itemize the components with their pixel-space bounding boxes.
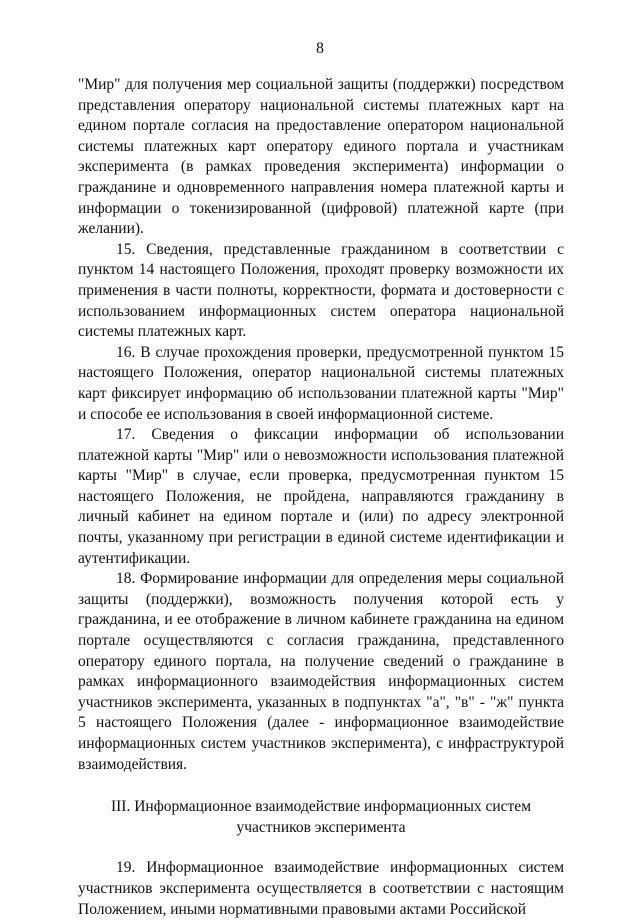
paragraph-18: 18. Формирование информации для определения меры социальной защиты (поддержки), возможность получения которой есть у гражданина, и ее отображение в личном кабинете гражданина на едином портале осуществляются с согласия гражданина, представленного оператору единого портала, на получение сведений о гражданине в рамках информационного взаимодействия информационных систем участников эксперимента, указанных в подпунктах "а", "в" - "ж" пункта 5 настоящего Положения (далее - информационное взаимодействие информационных систем участников эксперимента), с инфраструктурой взаимодействия. — [78, 570, 564, 773]
paragraph-17: 17. Сведения о фиксации информации об использовании платежной карты "Мир" или о невозможности использования платежной карты "Мир" в случае, если проверка, предусмотренная пунктом 15 настоящего Положения, не пройдена, направляются гражданину в личный кабинет на едином портале и (или) по адресу электронной почты, указанному при регистрации в единой системе идентификации и аутентификации. — [78, 426, 564, 567]
section-heading-line-1: III. Информационное взаимодействие информационных систем — [110, 798, 531, 816]
paragraph-16: 16. В случае прохождения проверки, предусмотренной пунктом 15 настоящего Положения, оператор национальной системы платежных карт фиксирует информацию об использовании платежной карты "Мир" и способе ее использования в своей информационной системе. — [78, 343, 564, 423]
paragraph-continuation: "Мир" для получения мер социальной защиты (поддержки) посредством представления оператору национальной системы платежных карт на едином портале согласия на предоставление оператором национальной системы платежных карт оператору единого портала и участникам эксперимента (в рамках проведения эксперимента) информации о гражданине и одновременного направления номера платежной карты и информации о токенизированной (цифровой) платежной карте (при желании). — [78, 76, 564, 238]
section-heading-line-2: участников эксперимента — [236, 818, 406, 836]
page-number: 8 — [316, 40, 324, 57]
section-heading — [78, 797, 564, 838]
paragraph-19: 19. Информационное взаимодействие информационных систем участников эксперимента осуществляется в соответствии с настоящим Положением, иными нормативными правовыми актами Российской — [78, 859, 564, 918]
document-body — [78, 75, 564, 920]
paragraph-15: 15. Сведения, представленные гражданином в соответствии с пунктом 14 настоящего Положения, проходят проверку возможности их применения в части полноты, корректности, формата и достоверности с использованием информационных систем оператора национальной системы платежных карт. — [78, 240, 564, 341]
